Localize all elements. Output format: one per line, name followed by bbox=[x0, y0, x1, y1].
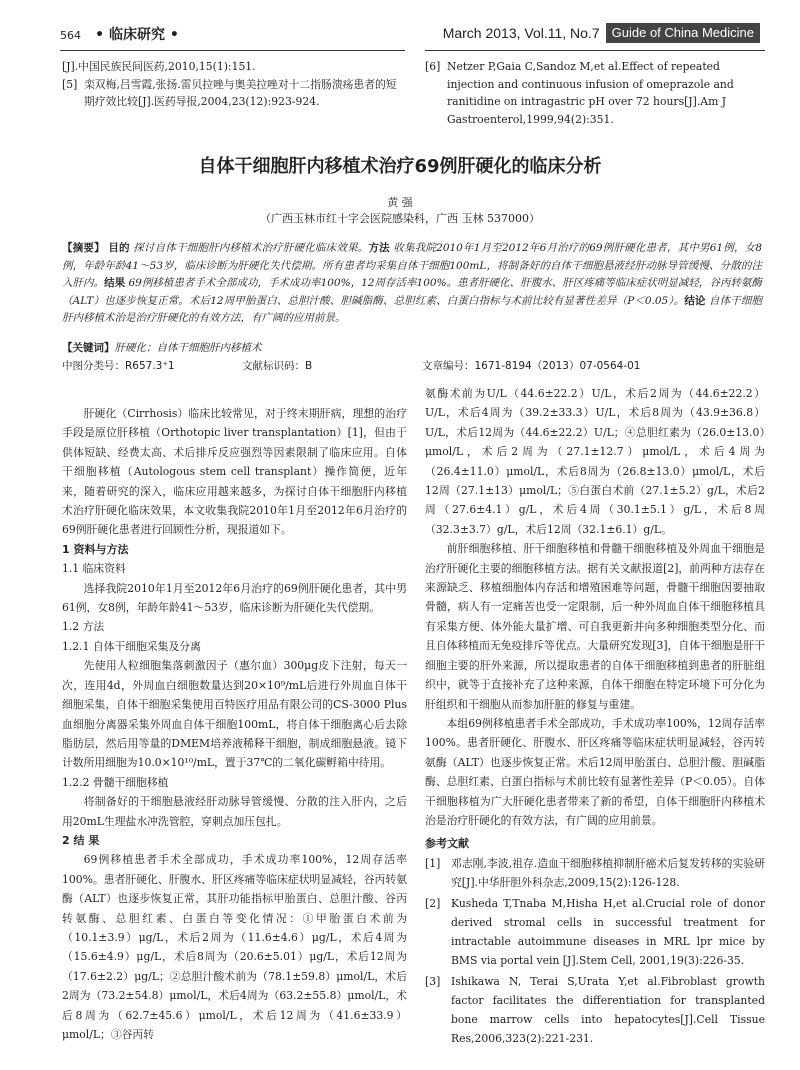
header-left bbox=[60, 24, 179, 44]
paragraph: 将制备好的干细胞悬液经肝动脉导管缓慢、分散的注入肝内，之后用20mL生理盐水冲洗管腔，穿刺点加压包扎。 bbox=[62, 795, 407, 828]
abstract-part-label: 方法 bbox=[368, 242, 390, 254]
paragraph: 本组69例移植患者手术全部成功，手术成功率100%，12周存活率100%。患者肝硬化、肝腹水、肝区疼痛等临床症状明显减轻，谷丙转氨酶（ALT）也逐步恢复正常。术后12周甲胎蛋白、总胆汁酸、胆碱脂酶、总胆红素、白蛋白指标与术前比较有显著性差异（P＜0.05）。自体干细胞移植为广大肝硬化患者带来了新的希望，自体干细胞肝内移植术治是治疗肝硬化的有效方法，有广阔的应用前景。 bbox=[425, 716, 765, 827]
reference-number: [3] bbox=[425, 974, 441, 988]
keywords-text: 肝硬化；自体干细胞肝内移植术 bbox=[114, 342, 262, 354]
subsection-heading: 1.2 方法 bbox=[62, 620, 105, 634]
reference-number: [1] bbox=[425, 856, 441, 870]
subsection-heading: 1.1 临床资料 bbox=[62, 562, 126, 576]
page-number: 564 bbox=[60, 29, 81, 42]
reference-item bbox=[425, 854, 765, 892]
keywords-label: 【关键词】 bbox=[62, 342, 115, 354]
body-right-column bbox=[425, 384, 765, 1050]
paragraph: 肝硬化（Cirrhosis）临床比较常见，对于终末期肝病，理想的治疗手段是原位肝移植（Orthotopic liver transplantation）[1]，但由于供体短缺、经费太高、术后排斥反应强烈等因素限制了临床应用。自体干细胞移植（Autologous stem cell transplant）操作简便，近年来，随着研究的深入，临床应用越来越多，为探讨自体干细胞肝内移植术治疗肝硬化临床效果，本文收集我院2010年1月至2012年6月治疗的69例肝硬化患者进行回顾性分析，现报道如下。 bbox=[62, 407, 407, 537]
reference-text: 栾双梅,吕雪霞,张扬.雷贝拉唑与奥美拉唑对十二指肠溃疡患者的短期疗效比较[J].医药导报,2004,23(12):923-924. bbox=[84, 77, 397, 108]
subsubsection-heading: 1.2.1 自体干细胞采集及分离 bbox=[62, 639, 201, 653]
section-heading: 1 资料与方法 bbox=[62, 542, 129, 556]
reference-number: [5] bbox=[62, 77, 78, 91]
article-number: 文章编号：1671-8194（2013）07-0564-01 bbox=[422, 360, 641, 372]
reference-number: [6] bbox=[425, 60, 441, 73]
section-heading: 2 结 果 bbox=[62, 833, 100, 847]
header-right bbox=[443, 22, 760, 44]
abstract-part-text: 69例移植患者手术全部成功，手术成功率100%，12周存活率100%。患者肝硬化、肝腹水、肝区疼痛等临床症状明显减轻，谷丙转氨酶（ALT）也逐步恢复正常。术后12周甲胎蛋白、总胆汁酸、胆碱脂酶、总胆红素、白蛋白指标与术前比较有显著性差异（P＜0.05）。 bbox=[62, 277, 763, 307]
top-references-right bbox=[425, 58, 765, 128]
abstract-part-text: 探讨自体干细胞肝内移植术治疗肝硬化临床效果。 bbox=[129, 242, 369, 254]
keywords bbox=[62, 340, 762, 355]
article-title: 自体干细胞肝内移植术治疗69例肝硬化的临床分析 bbox=[198, 156, 602, 177]
reference-item bbox=[425, 58, 765, 128]
clc-number: 中图分类号：R657.3⁺1 bbox=[62, 360, 175, 372]
header-rule-right bbox=[425, 50, 765, 51]
abstract bbox=[62, 240, 762, 328]
paragraph: 先使用人粒细胞集落刺激因子（惠尔血）300μg皮下注射，每天一次，连用4d，外周血白细胞数量达到20×10⁹/mL后进行外周血自体干细胞采集，自体干细胞采集使用百特医疗用品有限公司的CS-3000 Plus血细胞分离器采集外周血自体干细胞100mL，将自体干细胞离心后去除脂肪层，然后用等量的DMEM培养液稀释干细胞，制成细胞悬液。镜下计数所用细胞为10.0×10¹⁰/mL，置于37℃的二氧化碳孵箱中待用。 bbox=[62, 659, 407, 770]
abstract-part-label: 结论 bbox=[684, 294, 706, 307]
abstract-part-text: 自体干细胞肝内移植术治是治疗肝硬化的有效方法，有广阔的应用前景。 bbox=[62, 294, 762, 324]
abstract-part-text: 收集我院2010年1月至2012年6月治疗的69例肝硬化患者，其中男61例，女8例，年龄年龄41～53岁，临床诊断为肝硬化失代偿期。所有患者均采集自体干细胞100mL，将制备好的自体干细胞悬液经肝动脉导管缓慢、分散的注入肝内。 bbox=[62, 242, 763, 289]
abstract-label: 【摘要】 bbox=[62, 242, 105, 254]
section-label: • 临床研究 • bbox=[95, 27, 179, 43]
references-heading: 参考文献 bbox=[425, 837, 469, 851]
paragraph-continued: 氨酶术前为U/L（44.6±22.2）U/L，术后2周为（44.6±22.2）U/L，术后4周为（39.2±33.3）U/L，术后8周为（43.9±36.8）U/L，术后12周为（44.6±22.2）U/L；④总胆红素为（26.0±13.0）μmol/L，术后2周为（27.1±12.7）μmol/L，术后4周为（26.4±11.0）μmol/L，术后8周为（26.8±13.0）μmol/L，术后12周（27.1±13）μmol/L；⑤白蛋白术前（27.1±5.2）g/L，术后2周（27.6±4.1）g/L，术后4周（30.1±5.1）g/L，术后8周（32.3±3.7）g/L，术后12周（32.1±6.1）g/L。 bbox=[425, 387, 765, 536]
issue-label: March 2013, Vol.11, No.7 bbox=[442, 25, 600, 41]
abstract-part-label: 结果 bbox=[104, 277, 126, 289]
reference-text: 邓志刚,李波,祖存.造血干细胞移植抑制肝癌术后复发转移的实验研究[J].中华肝胆外科杂志,2009,15(2):126-128. bbox=[451, 856, 765, 889]
reference-number: [2] bbox=[425, 896, 441, 910]
reference-item bbox=[62, 76, 402, 111]
paragraph: 选择我院2010年1月至2012年6月治疗的69例肝硬化患者，其中男61例，女8例，年龄年龄41～53岁，临床诊断为肝硬化失代偿期。 bbox=[62, 581, 407, 615]
reference-text: Netzer P,Gaia C,Sandoz M,et al.Effect of repeated injection and continuous infusion of omeprazole and ranitidine on intragastric pH over 72 hours[J].Am J Gastroenterol,1999,94(2):351. bbox=[447, 60, 734, 126]
reference-item bbox=[425, 972, 765, 1048]
reference-continuation: [J].中国民族民间医药,2010,15(1):151. bbox=[62, 60, 256, 73]
body-left-column bbox=[62, 404, 407, 1044]
paragraph: 前肝细胞移植、肝干细胞移植和骨髓干细胞移植及外周血干细胞是治疗肝硬化主要的细胞移植方法。据有关文献报道[2]，前两种方法存在来源缺乏、移植细胞体内存活和增殖困难等问题，骨髓干细胞因要抽取骨髓，病人有一定痛苦也受一定限制，后一种外周血自体干细胞移植具有采集方便、体外能大量扩增、可自我更新并向多种细胞类型分化、而且自体移植而无免疫排斥等优点。大量研究发现[3]，自体干细胞是肝干细胞主要的肝外来源，所以提取患者的自体干细胞移植到患者的肝脏组织中，就等于直接补充了这种来源，自体干细胞在特定环境下可分化为肝组织和干细胞从而参加肝脏的修复与重建。 bbox=[425, 542, 765, 711]
document-code: 文献标识码：B bbox=[242, 360, 313, 372]
article-author: 黄 强 bbox=[387, 196, 413, 209]
article-affiliation: （广西玉林市红十字会医院感染科，广西 玉林 537000） bbox=[260, 212, 540, 225]
reference-item bbox=[425, 894, 765, 970]
subsubsection-heading: 1.2.2 骨髓干细胞移植 bbox=[62, 775, 169, 789]
paragraph: 69例移植患者手术全部成功，手术成功率100%，12周存活率100%。患者肝硬化、肝腹水、肝区疼痛等临床症状明显减轻，谷丙转氨酶（ALT）也逐步恢复正常，其肝功能指标甲胎蛋白、总胆汁酸、谷丙转氨酶、总胆红素、白蛋白等变化情况：①甲胎蛋白术前为（10.1±3.9）μg/L，术后2周为（11.6±4.6）μg/L，术后4周为（15.6±4.9）μg/L，术后8周为（20.6±5.01）μg/L，术后12周为（17.6±2.2）μg/L；②总胆汁酸术前为（78.1±59.8）μmol/L，术后2周为（73.2±54.8）μmol/L，术后4周为（63.2±55.8）μmol/L，术后8周为（62.7±45.6）μmol/L，术后12周为（41.6±33.9）μmol/L；③谷丙转 bbox=[62, 853, 407, 1041]
journal-name: Guide of China Medicine bbox=[606, 23, 760, 43]
abstract-part-label: 目的 bbox=[108, 242, 130, 254]
reference-text: Kusheda T,Tnaba M,Hisha H,et al.Crucial role of donor derived stromal cells in successful treatment for intractable autoimmune diseases in MRL lpr mice by BMS via portal vein [J].Stem Cell, 2001,19(3):226-35. bbox=[451, 896, 765, 967]
top-references-left bbox=[62, 58, 402, 111]
header-rule-left bbox=[60, 50, 405, 51]
reference-text: Ishikawa N, Terai S,Urata Y,et al.Fibroblast growth factor facilitates the differentiation for transplanted bone marrow cells into hepatocytes[J].Cell Tissue Res,2006,323(2):221-231. bbox=[451, 974, 765, 1045]
page-header bbox=[0, 0, 800, 50]
